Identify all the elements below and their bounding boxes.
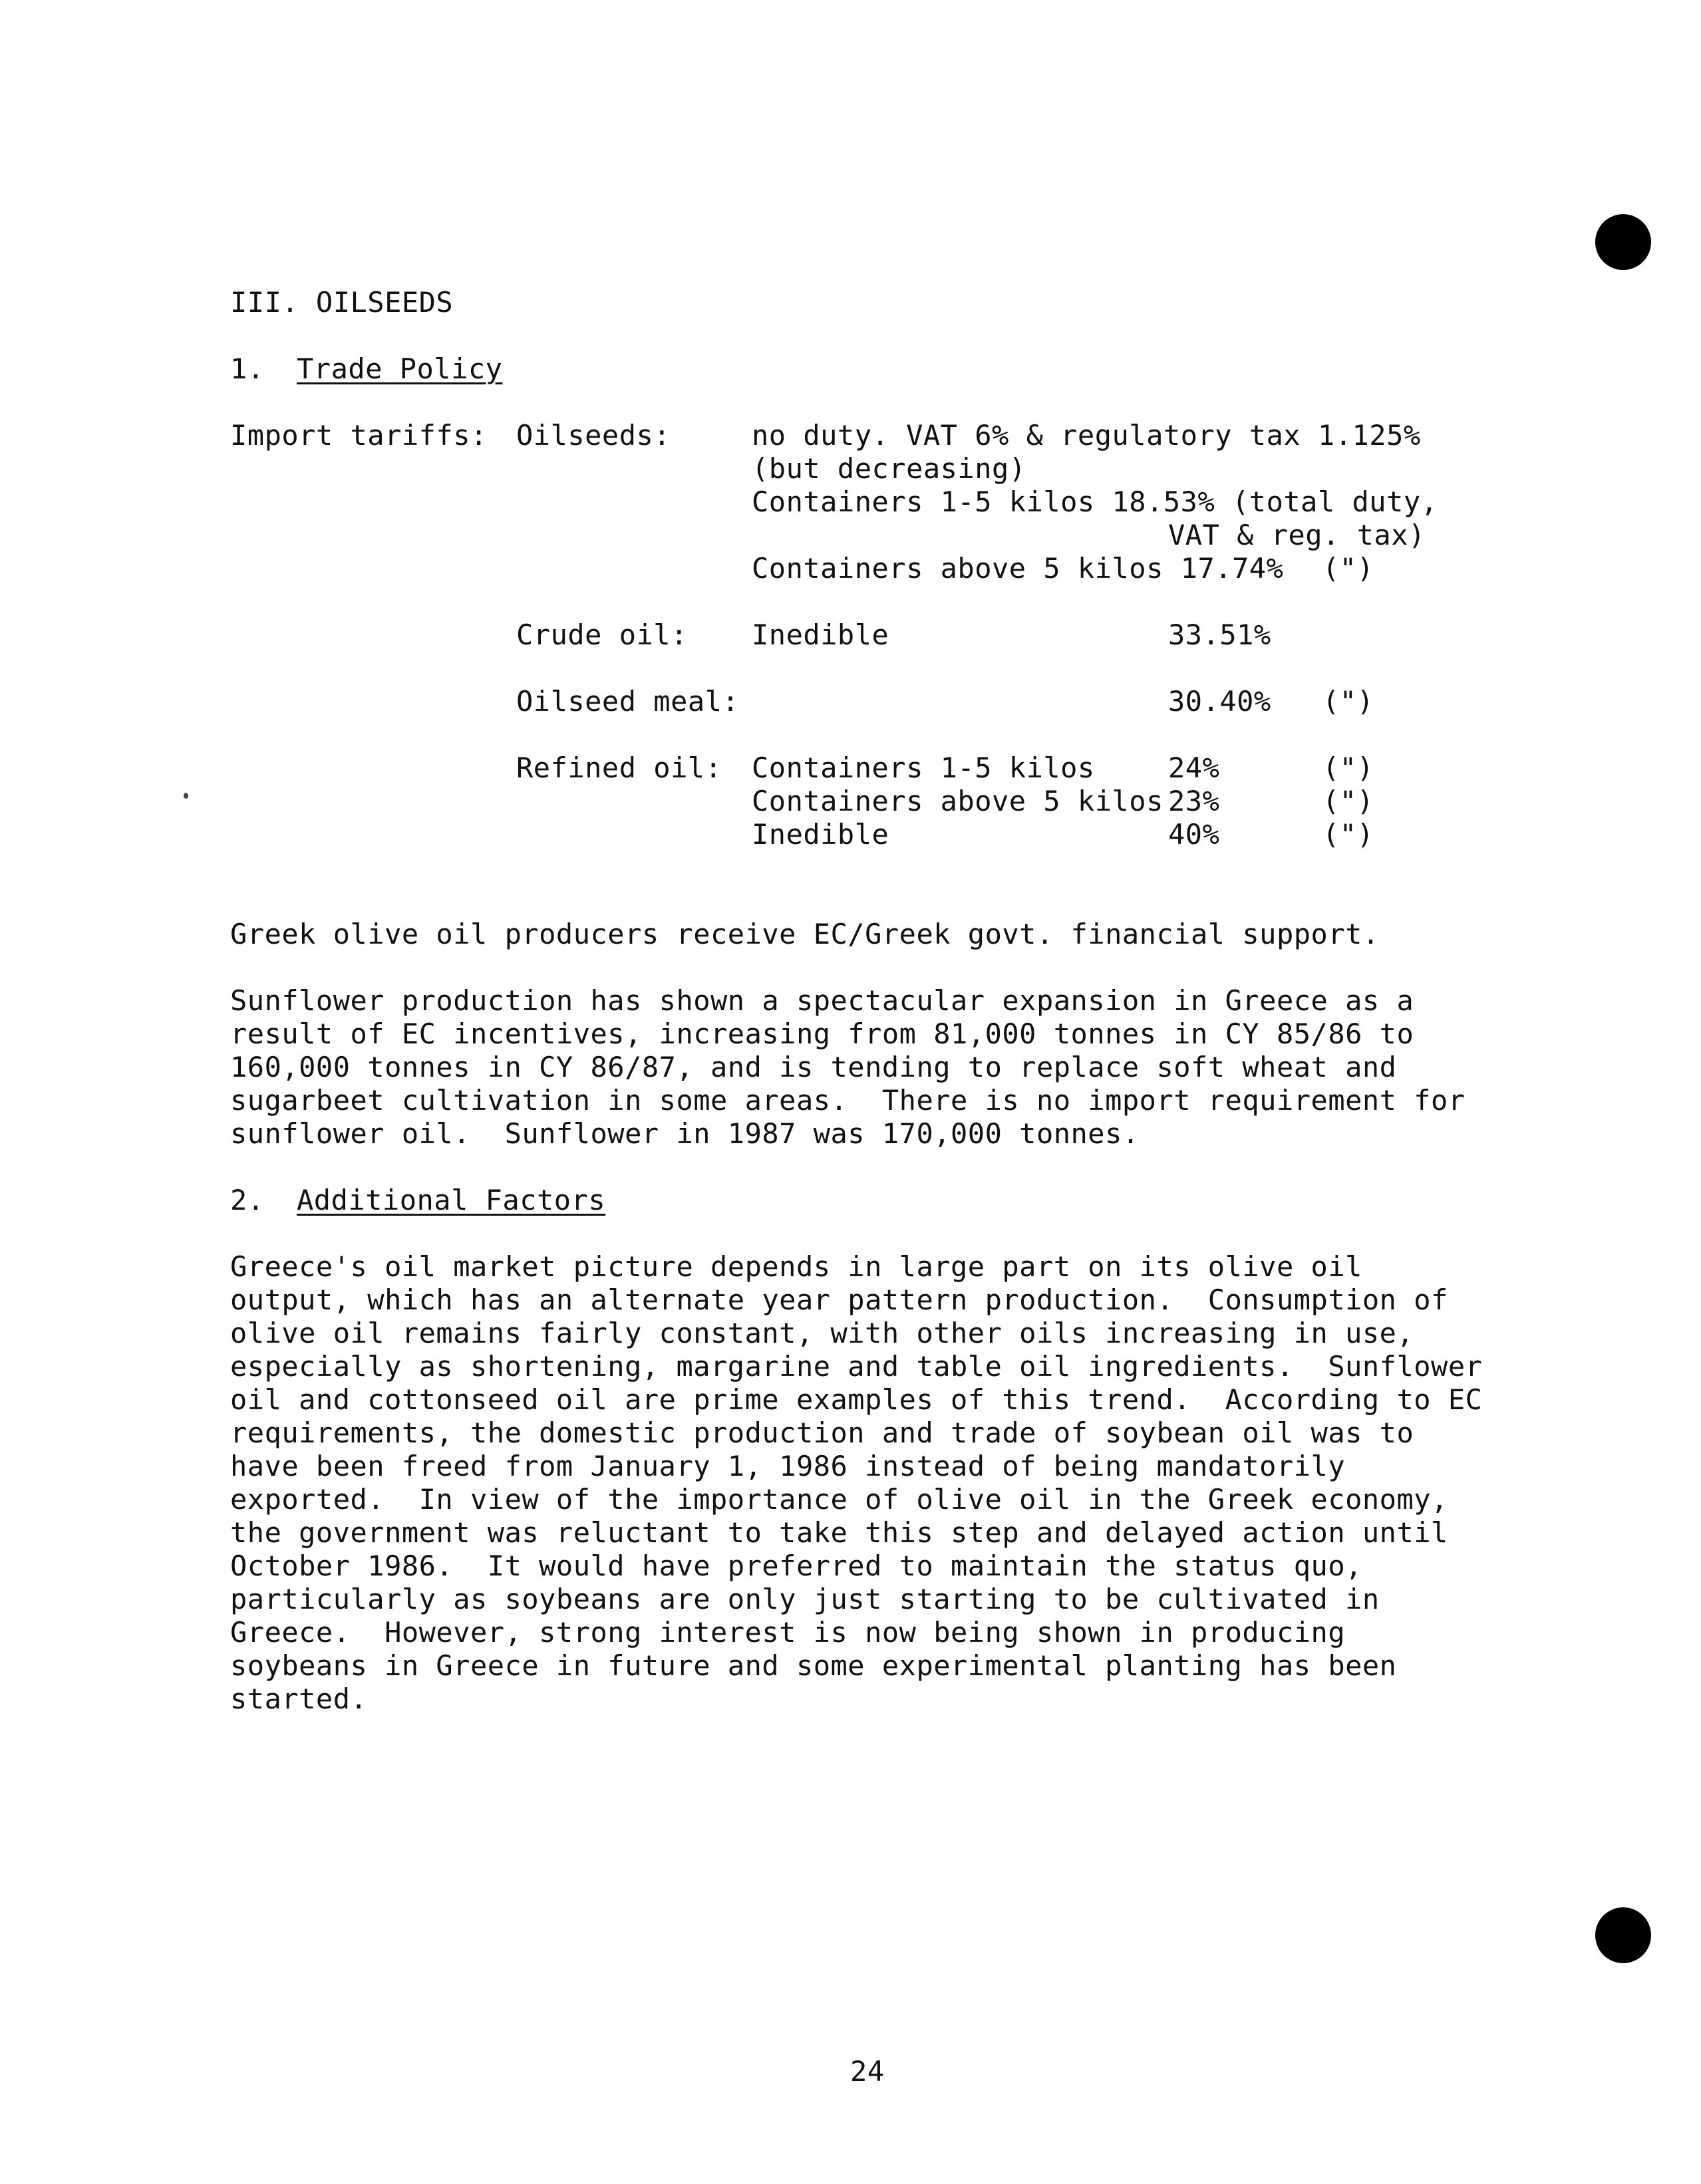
paragraph-market-line: Greece. However, strong interest is now being shown in producing bbox=[230, 1616, 1346, 1649]
paragraph-market-line: soybeans in Greece in future and some experimental planting has been bbox=[230, 1649, 1397, 1682]
paragraph-market-line: oil and cottonseed oil are prime examples of this trend. According to EC bbox=[230, 1383, 1483, 1416]
tariff-crude-oil-item: Inedible bbox=[752, 618, 889, 651]
tariff-category-refined-oil: Refined oil: bbox=[516, 751, 722, 784]
tariff-oilseeds-line: (but decreasing) bbox=[752, 452, 1026, 485]
tariff-category-oilseeds: Oilseeds: bbox=[516, 419, 671, 452]
tariff-oilseeds-line: no duty. VAT 6% & regulatory tax 1.125% bbox=[752, 419, 1421, 452]
subsection-number: 1. bbox=[230, 352, 265, 385]
tariff-category-oilseed-meal: Oilseed meal: bbox=[516, 685, 740, 718]
tariff-refined-note: (") bbox=[1322, 818, 1374, 851]
paragraph-market-line: exported. In view of the importance of olive oil in the Greek economy, bbox=[230, 1483, 1448, 1516]
tariff-crude-oil-rate: 33.51% bbox=[1168, 618, 1271, 651]
tariff-oilseeds-note: (") bbox=[1322, 552, 1374, 585]
paragraph-market-line: output, which has an alternate year pattern production. Consumption of bbox=[230, 1284, 1448, 1316]
tariff-refined-item: Containers 1-5 kilos bbox=[752, 751, 1095, 784]
paragraph-sunflower-line: sugarbeet cultivation in some areas. There is no import requirement for bbox=[230, 1084, 1466, 1117]
paragraph-sunflower-line: result of EC incentives, increasing from 81,000 tonnes in CY 85/86 to bbox=[230, 1018, 1414, 1050]
tariff-refined-rate: 24% bbox=[1168, 751, 1220, 784]
tariff-refined-note: (") bbox=[1322, 785, 1374, 817]
tariff-oilseeds-line: Containers 1-5 kilos 18.53% (total duty, bbox=[752, 485, 1438, 518]
paragraph-sunflower-line: sunflower oil. Sunflower in 1987 was 170,000 tonnes. bbox=[230, 1117, 1140, 1150]
paragraph-sunflower-line: Sunflower production has shown a spectacular expansion in Greece as a bbox=[230, 984, 1414, 1017]
tariff-refined-note: (") bbox=[1322, 751, 1374, 784]
tariff-oilseed-meal-rate: 30.40% bbox=[1168, 685, 1271, 718]
tariff-oilseeds-line: VAT & reg. tax) bbox=[1168, 519, 1426, 551]
tariff-refined-rate: 23% bbox=[1168, 785, 1220, 817]
paragraph-market-line: Greece's oil market picture depends in large part on its olive oil bbox=[230, 1250, 1362, 1283]
scan-speck bbox=[184, 793, 188, 799]
subsection-title: Trade Policy bbox=[297, 352, 503, 385]
page-number: 24 bbox=[850, 2055, 885, 2088]
paragraph-market-line: especially as shortening, margarine and table oil ingredients. Sunflower bbox=[230, 1350, 1483, 1383]
tariff-category-crude-oil: Crude oil: bbox=[516, 618, 688, 651]
tariff-refined-item: Inedible bbox=[752, 818, 889, 851]
paragraph-sunflower-line: 160,000 tonnes in CY 86/87, and is tending to replace soft wheat and bbox=[230, 1051, 1397, 1083]
tariff-oilseeds-line: Containers above 5 kilos 17.74% bbox=[752, 552, 1284, 585]
paragraph-market-line: have been freed from January 1, 1986 instead of being mandatorily bbox=[230, 1450, 1346, 1482]
punch-hole-bottom bbox=[1595, 1907, 1651, 1963]
paragraph-market-line: particularly as soybeans are only just starting to be cultivated in bbox=[230, 1583, 1380, 1615]
subsection-number: 2. bbox=[230, 1184, 265, 1216]
paragraph-olive-support: Greek olive oil producers receive EC/Greek govt. financial support. bbox=[230, 918, 1380, 950]
tariff-refined-rate: 40% bbox=[1168, 818, 1220, 851]
paragraph-market-line: requirements, the domestic production and trade of soybean oil was to bbox=[230, 1417, 1414, 1449]
tariffs-label: Import tariffs: bbox=[230, 419, 488, 452]
paragraph-market-line: started. bbox=[230, 1683, 368, 1715]
paragraph-market-line: olive oil remains fairly constant, with other oils increasing in use, bbox=[230, 1317, 1414, 1349]
subsection-title: Additional Factors bbox=[297, 1184, 606, 1216]
section-heading: III. OILSEEDS bbox=[230, 286, 454, 319]
punch-hole-top bbox=[1595, 214, 1651, 270]
paragraph-market-line: the government was reluctant to take this step and delayed action until bbox=[230, 1516, 1448, 1549]
paragraph-market-line: October 1986. It would have preferred to maintain the status quo, bbox=[230, 1550, 1362, 1582]
tariff-refined-item: Containers above 5 kilos bbox=[752, 785, 1163, 817]
tariff-oilseed-meal-note: (") bbox=[1322, 685, 1374, 718]
